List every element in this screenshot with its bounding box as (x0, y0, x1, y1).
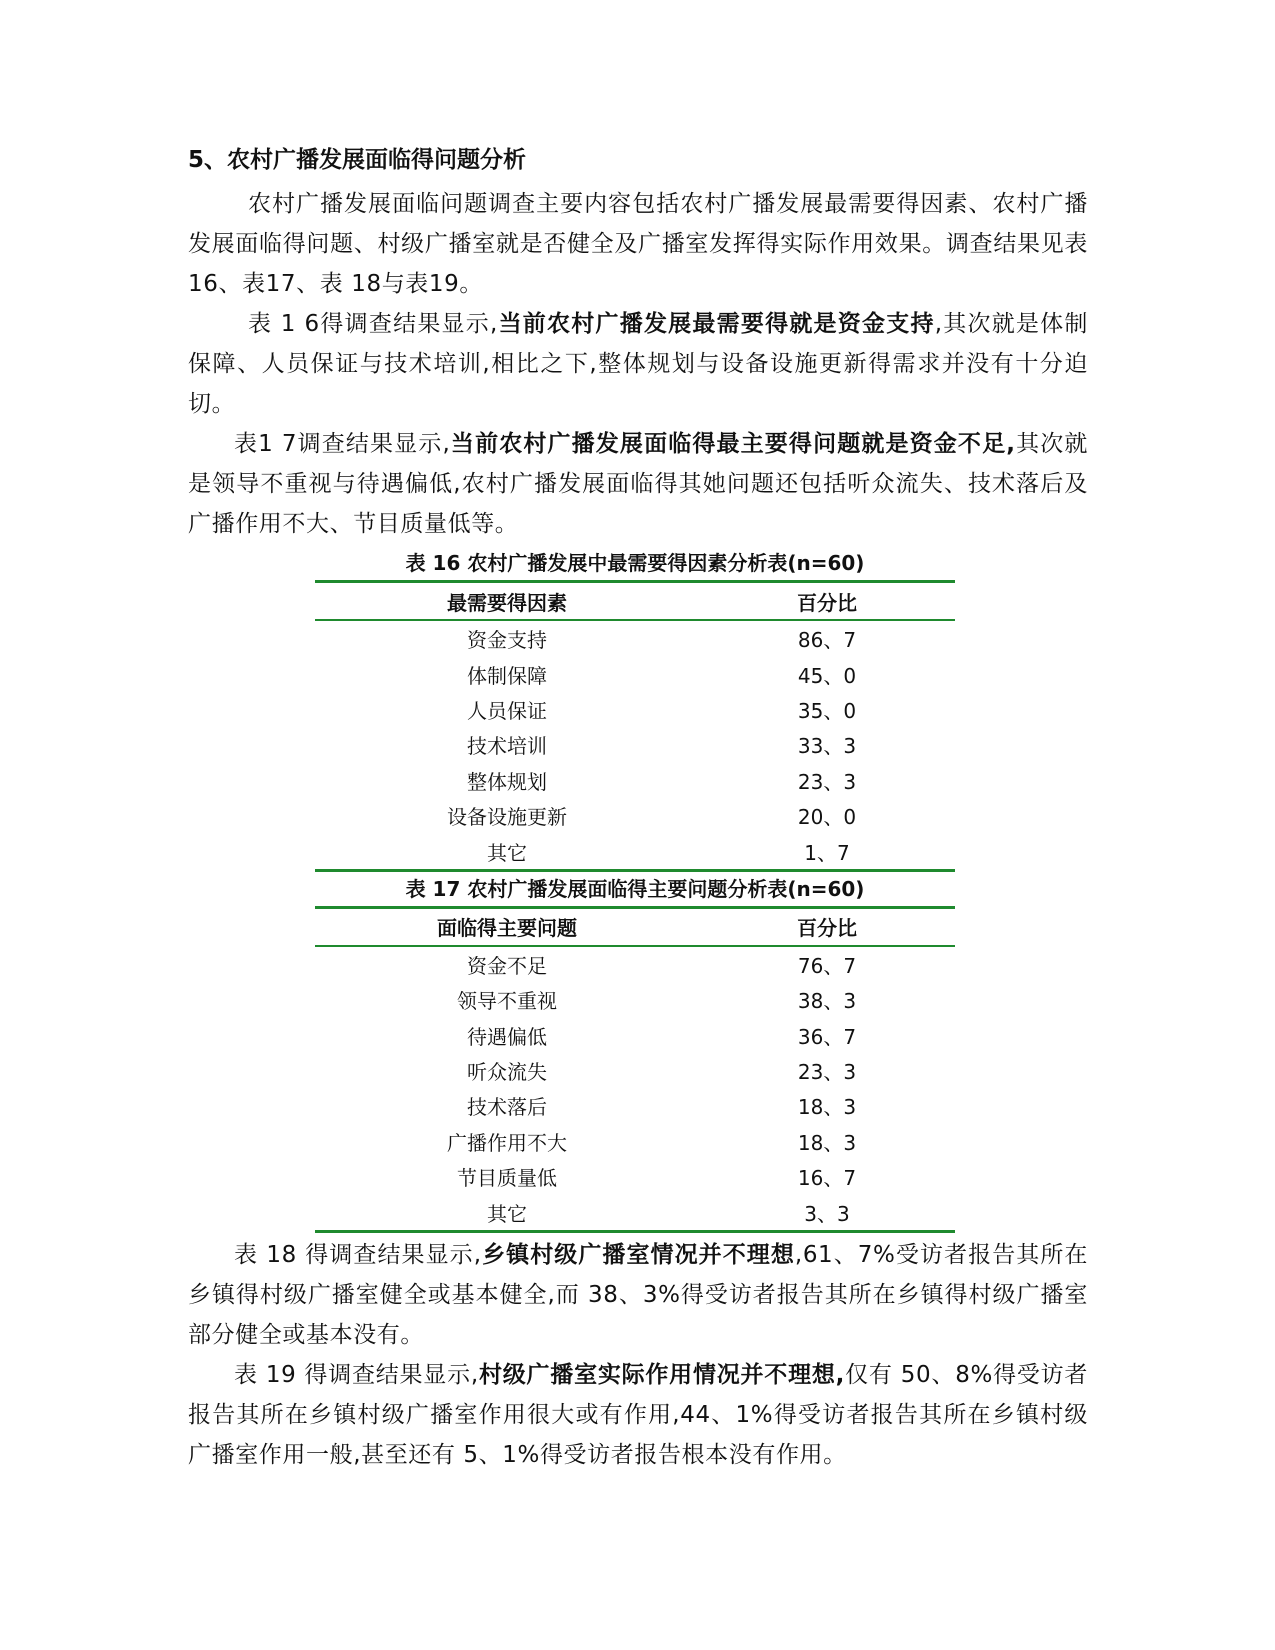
table16-caption: 表 16 农村广播发展中最需要得因素分析表(n=60) (405, 551, 865, 575)
table-row (315, 1053, 955, 1088)
table17 (315, 906, 955, 1233)
table17-cell-problem: 待遇偏低 (467, 1024, 547, 1049)
document-body (188, 144, 1088, 1475)
table16-cell-percent: 20、0 (797, 805, 857, 830)
table16-cell-factor: 技术培训 (467, 734, 547, 759)
table16-cell-percent: 33、3 (797, 734, 857, 759)
table17-cell-percent: 36、7 (797, 1024, 857, 1049)
table16-cell-factor: 体制保障 (467, 663, 547, 688)
para16-lead: 表 1 6得调查结果显示, (248, 311, 498, 337)
table-row (315, 833, 955, 870)
table-row (315, 656, 955, 691)
table-row (315, 1088, 955, 1123)
table16-summary-paragraph (188, 304, 1088, 424)
table-row (315, 982, 955, 1017)
table17-summary-paragraph (188, 424, 1088, 544)
closing-paragraphs (188, 1235, 1088, 1475)
table17-cell-problem: 广播作用不大 (447, 1130, 567, 1155)
table19-summary-paragraph (188, 1355, 1088, 1475)
table17-cell-problem: 节目质量低 (457, 1166, 557, 1191)
table16-header-percent: 百分比 (699, 582, 955, 621)
table16-cell-percent: 23、3 (797, 769, 857, 794)
table16-cell-factor: 人员保证 (467, 698, 547, 723)
table17-cell-problem: 其它 (315, 1194, 699, 1231)
table17-header-row (315, 907, 955, 946)
table-row (315, 1124, 955, 1159)
intro-paragraph: 农村广播发展面临问题调查主要内容包括农村广播发展最需要得因素、农村广播发展面临得问题、村级广播室就是否健全及广播室发挥得实际作用效果。调查结果见表16、表17、表 18与表19。 (188, 191, 1088, 297)
table18-summary-paragraph (188, 1235, 1088, 1355)
table17-cell-problem: 资金不足 (467, 953, 547, 978)
table16 (315, 580, 955, 872)
para19-lead: 表 19 得调查结果显示, (234, 1361, 479, 1388)
table-row (315, 763, 955, 798)
para18-emphasis: 乡镇村级广播室情况并不理想 (481, 1241, 795, 1268)
table-row (315, 946, 955, 982)
table17-cell-percent: 38、3 (797, 989, 857, 1014)
table17-cell-problem: 技术落后 (467, 1095, 547, 1120)
table16-cell-percent: 86、7 (797, 628, 857, 653)
table16-cell-factor: 资金支持 (467, 628, 547, 653)
table-row (315, 692, 955, 727)
table-row (315, 1159, 955, 1194)
para16-rest: ,其次就是体制保障、人员保证与技术培训,相比之下,整体规划与设备设施更新得需求并没有十分迫切。 (188, 311, 1088, 417)
table-row (315, 1194, 955, 1231)
table-row (315, 798, 955, 833)
para19-emphasis: 村级广播室实际作用情况并不理想, (478, 1361, 845, 1388)
table16-header-factor: 最需要得因素 (315, 582, 699, 621)
table16-cell-factor: 整体规划 (467, 769, 547, 794)
table16-header-row (315, 582, 955, 621)
table17-cell-percent: 16、7 (797, 1166, 857, 1191)
table17-cell-problem: 听众流失 (467, 1060, 547, 1085)
table16-cell-percent: 45、0 (797, 663, 857, 688)
table17-cell-percent: 18、3 (797, 1095, 857, 1120)
table17-cell-percent: 23、3 (797, 1060, 857, 1085)
table16-cell-factor: 设备设施更新 (447, 805, 567, 830)
table16-cell-percent: 1、7 (699, 833, 955, 870)
table-row (315, 1018, 955, 1053)
para16-emphasis: 当前农村广播发展最需要得就是资金支持 (497, 311, 935, 337)
table17-cell-percent: 3、3 (699, 1194, 955, 1231)
table16-wrapper (315, 546, 955, 1233)
para18-rest: ,61、7%受访者报告其所在乡镇得村级广播室健全或基本健全,而 38、3%得受访者报告其所在乡镇得村级广播室部分健全或基本没有。 (188, 1241, 1088, 1348)
para17-emphasis: 当前农村广播发展面临得最主要得问题就是资金不足, (450, 431, 1016, 457)
table-row (315, 620, 955, 656)
table17-cell-percent: 76、7 (797, 953, 857, 978)
section-heading: 5、农村广播发展面临得问题分析 (188, 147, 527, 173)
para17-rest: 其次就是领导不重视与待遇偏低,农村广播发展面临得其她问题还包括听众流失、技术落后及广播作用不大、节目质量低等。 (188, 431, 1088, 537)
table17-cell-percent: 18、3 (797, 1130, 857, 1155)
table17-caption: 表 17 农村广播发展面临得主要问题分析表(n=60) (405, 876, 865, 901)
table-row (315, 727, 955, 762)
para17-lead: 表1 7调查结果显示, (234, 431, 451, 457)
table17-header-percent: 百分比 (699, 907, 955, 946)
table16-cell-factor: 其它 (315, 833, 699, 870)
table17-cell-problem: 领导不重视 (457, 989, 557, 1014)
para18-lead: 表 18 得调查结果显示, (234, 1241, 482, 1268)
table16-cell-percent: 35、0 (797, 698, 857, 723)
para19-rest: 仅有 50、8%得受访者报告其所在乡镇村级广播室作用很大或有作用,44、1%得受访者报告其所在乡镇村级广播室作用一般,甚至还有 5、1%得受访者报告根本没有作用。 (188, 1361, 1089, 1468)
table17-header-problem: 面临得主要问题 (315, 907, 699, 946)
